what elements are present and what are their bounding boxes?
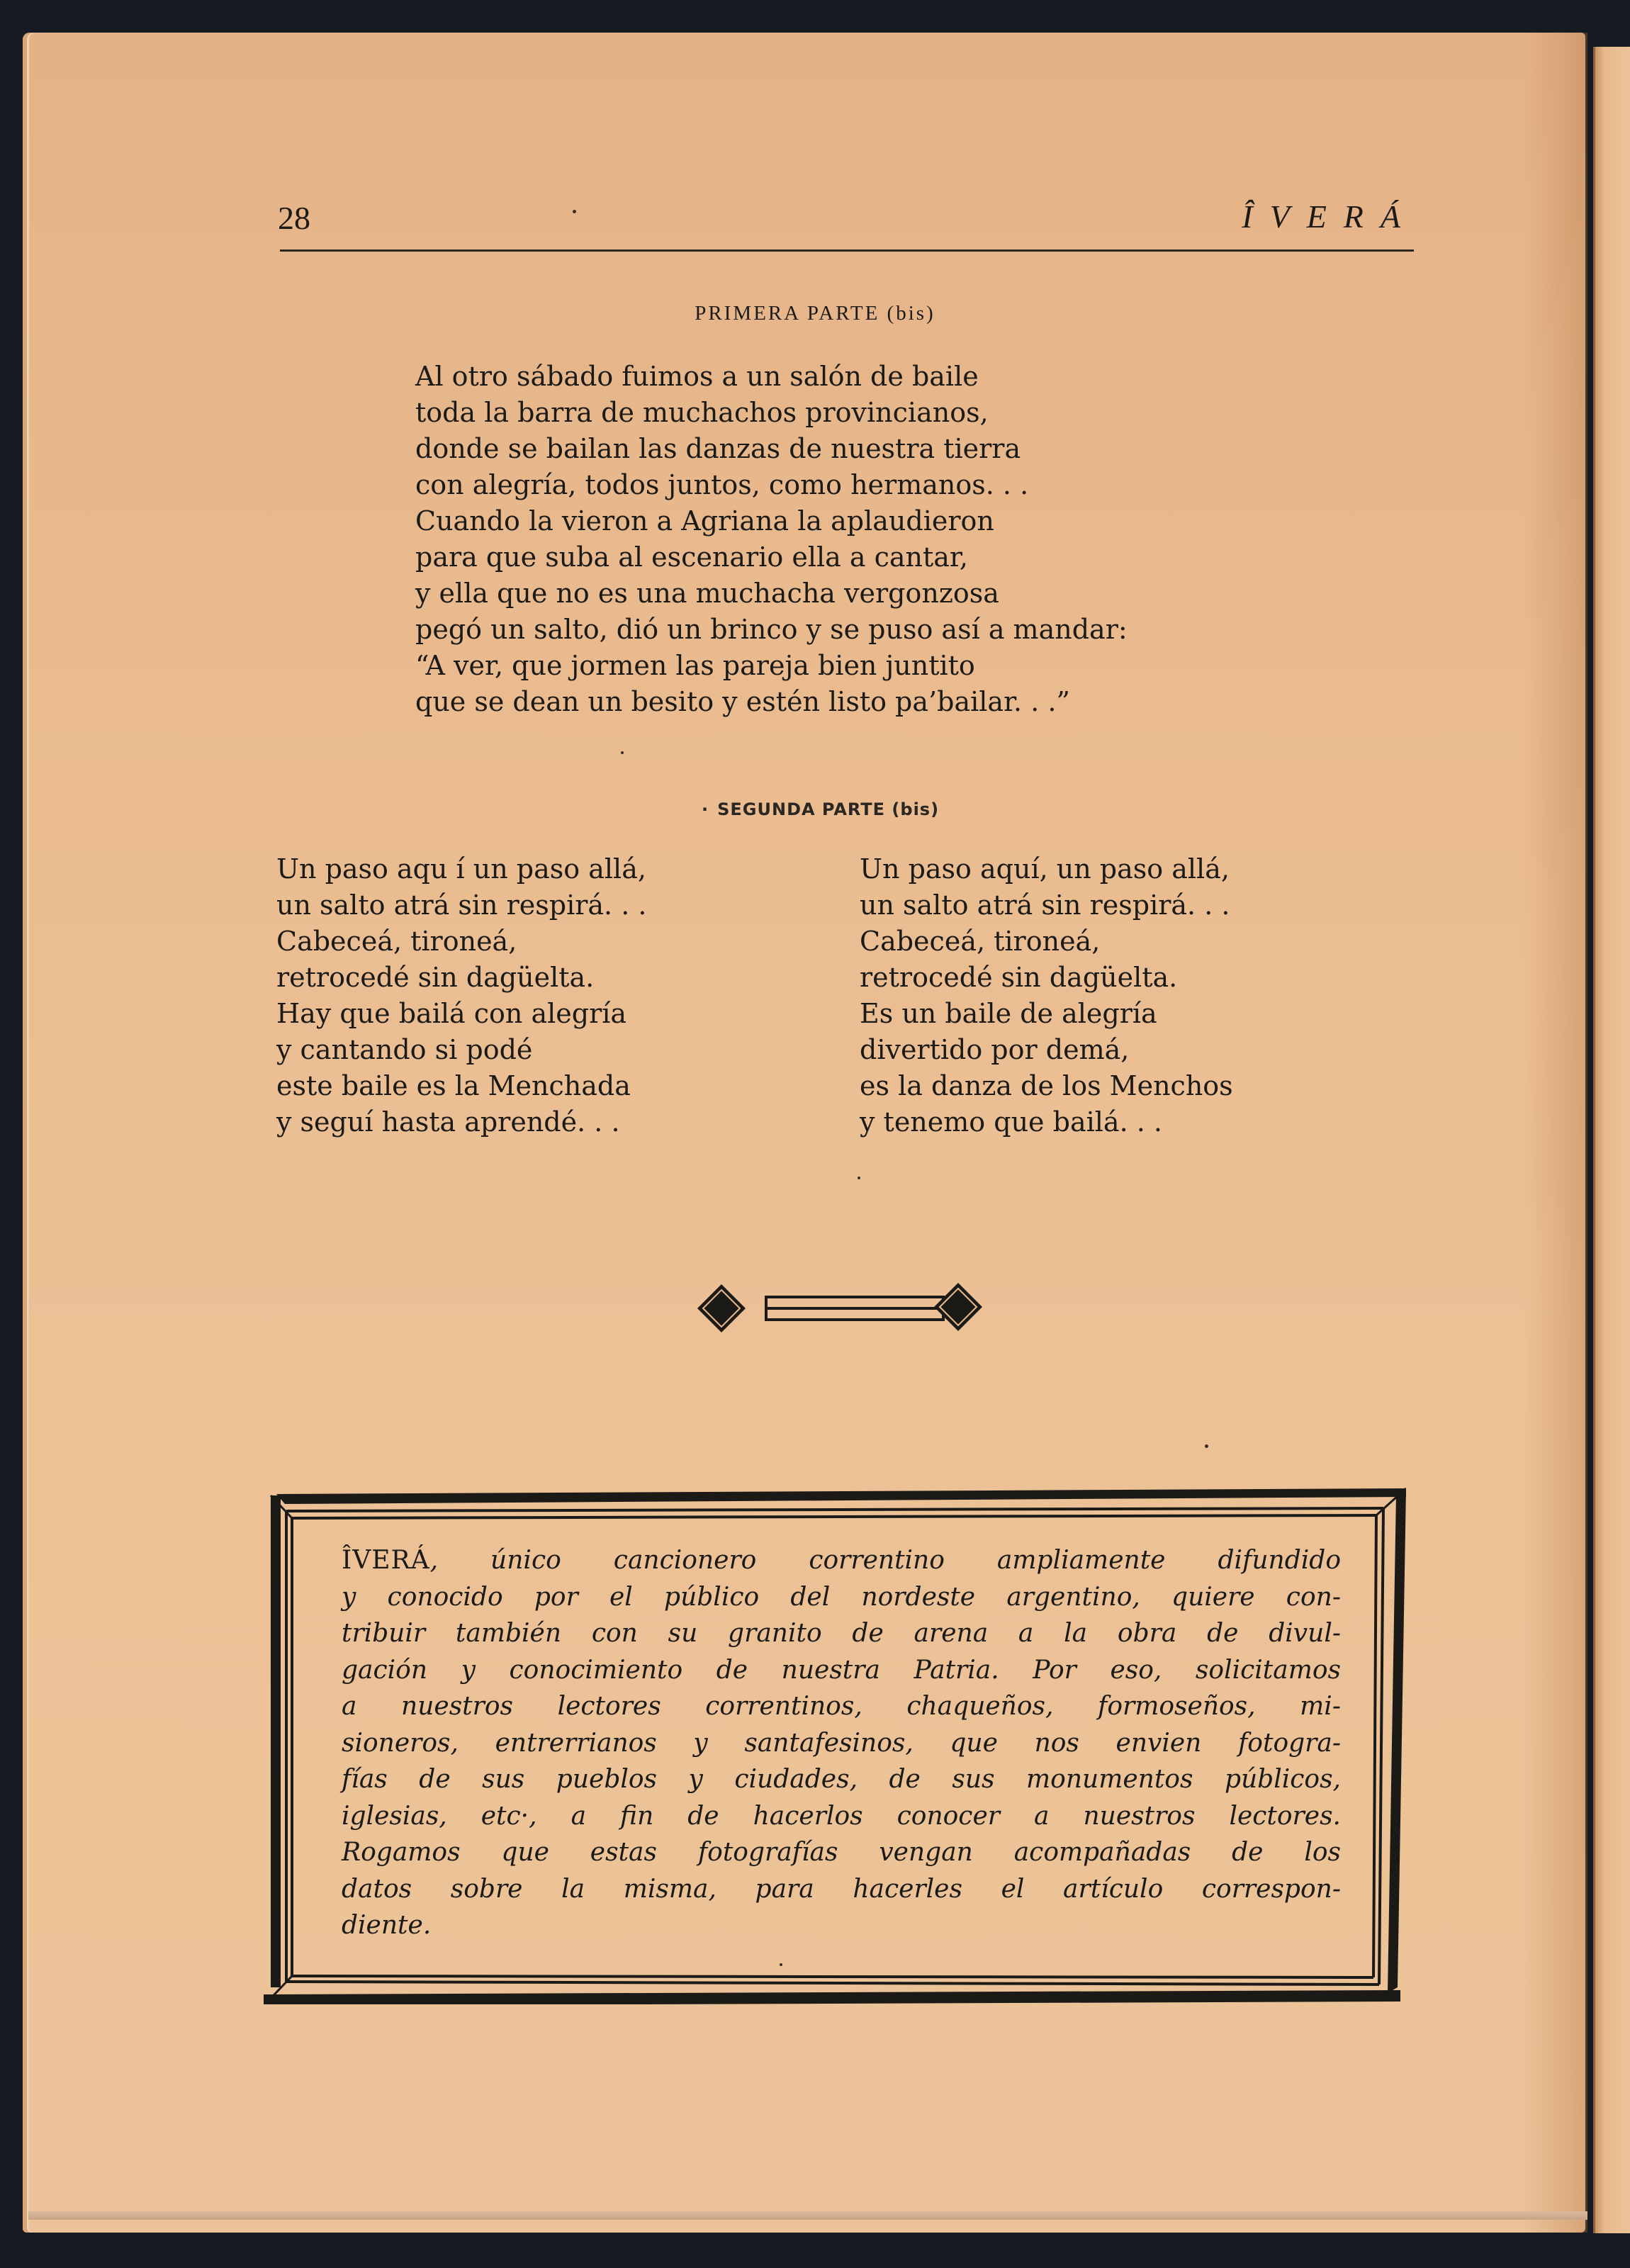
paper-speck: [1205, 1444, 1208, 1448]
part-two-right-column: [860, 851, 1412, 1140]
verse-line: Un paso aqu í un paso allá,: [276, 853, 646, 885]
verse-line: donde se bailan las danzas de nuestra tierra: [415, 433, 1021, 464]
verse-line: “A ver, que jormen las pareja bien juntito: [415, 650, 975, 681]
notice-line: fías de sus pueblos y ciudades, de sus monumentos públicos,: [342, 1765, 1341, 1794]
verse-line: y tenemo que bailá. . .: [860, 1106, 1162, 1138]
notice-line: iglesias, etc·, a fin de hacerlos conocer a nuestros lectores.: [342, 1801, 1341, 1831]
verse-line: un salto atrá sin respirá. . .: [276, 889, 647, 921]
notice-paragraph: [342, 1542, 1341, 1944]
verse-line: toda la barra de muchachos provincianos,: [415, 397, 989, 428]
page-number: 28: [278, 200, 310, 236]
notice-line: diente.: [342, 1911, 432, 1940]
verse-line: un salto atrá sin respirá. . .: [860, 889, 1230, 921]
running-title: ÎVERÁ: [1242, 198, 1417, 235]
verse-line: Un paso aquí, un paso allá,: [860, 853, 1230, 885]
verse-line: este baile es la Menchada: [276, 1070, 631, 1101]
bullet-dot-icon: ·: [702, 799, 709, 819]
verse-line: y seguí hasta aprendé. . .: [276, 1106, 620, 1138]
section-divider-ornament: [680, 1276, 999, 1340]
verse-line: Cabeceá, tironeá,: [276, 926, 517, 957]
notice-brand: ÎVERÁ: [342, 1546, 430, 1575]
notice-line: ÎVERÁ, único cancionero correntino ampliamente difundido: [342, 1546, 1341, 1575]
verse-line: Cabeceá, tironeá,: [860, 926, 1101, 957]
part-one-verse: [415, 359, 1266, 720]
paper-speck: [858, 1177, 860, 1179]
verse-line: Es un baile de alegría: [860, 998, 1157, 1029]
verse-line: es la danza de los Menchos: [860, 1070, 1233, 1101]
gutter-shadow: [1524, 33, 1587, 2233]
verse-line: retrocedé sin dagüelta.: [276, 962, 595, 993]
part-two-left-column: [276, 851, 829, 1140]
verse-line: y cantando si podé: [276, 1034, 533, 1065]
verse-line: pegó un salto, dió un brinco y se puso así a mandar:: [415, 614, 1128, 645]
notice-line: sioneros, entrerrianos y santafesinos, que nos envien fotogra-: [342, 1728, 1341, 1758]
notice-line: tribuir también con su granito de arena a la obra de divul-: [342, 1619, 1341, 1648]
notice-line: y conocido por el público del nordeste argentino, quiere con-: [342, 1582, 1341, 1612]
notice-line: a nuestros lectores correntinos, chaqueños, formoseños, mi-: [342, 1692, 1341, 1721]
adjacent-page-edge: [1593, 47, 1630, 2233]
diamond-ornament-right-icon: [934, 1283, 982, 1331]
part-one-heading: PRIMERA PARTE (bis): [695, 302, 935, 325]
verse-line: divertido por demá,: [860, 1034, 1130, 1065]
diamond-ornament-left-icon: [697, 1284, 746, 1332]
verse-line: Hay que bailá con alegría: [276, 998, 627, 1029]
notice-line: Rogamos que estas fotografías vengan acompañadas de los: [342, 1838, 1341, 1867]
notice-line: gación y conocimiento de nuestra Patria. Por eso, solicitamos: [342, 1655, 1341, 1685]
part-two-heading-block: [702, 798, 985, 821]
verse-line: y ella que no es una muchacha vergonzosa: [415, 578, 999, 609]
verse-line: Al otro sábado fuimos a un salón de baile: [415, 361, 979, 392]
notice-line: datos sobre la misma, para hacerles el artículo correspon-: [342, 1874, 1341, 1904]
paper-speck: [780, 1963, 782, 1966]
verse-line: que se dean un besito y estén listo pa’bailar. . .”: [415, 686, 1070, 717]
header-rule: [280, 249, 1414, 252]
paper-speck: [621, 751, 624, 754]
verse-line: Cuando la vieron a Agriana la aplaudieron: [415, 505, 994, 537]
double-bar-ornament-icon: [766, 1297, 943, 1320]
page-bottom-edge: [28, 2211, 1587, 2220]
verse-line: con alegría, todos juntos, como hermanos. . .: [415, 469, 1029, 500]
verse-line: retrocedé sin dagüelta.: [860, 962, 1178, 993]
paper-speck: [573, 210, 576, 213]
verse-line: para que suba al escenario ella a cantar,: [415, 541, 969, 573]
part-two-heading: SEGUNDA PARTE (bis): [717, 799, 940, 819]
